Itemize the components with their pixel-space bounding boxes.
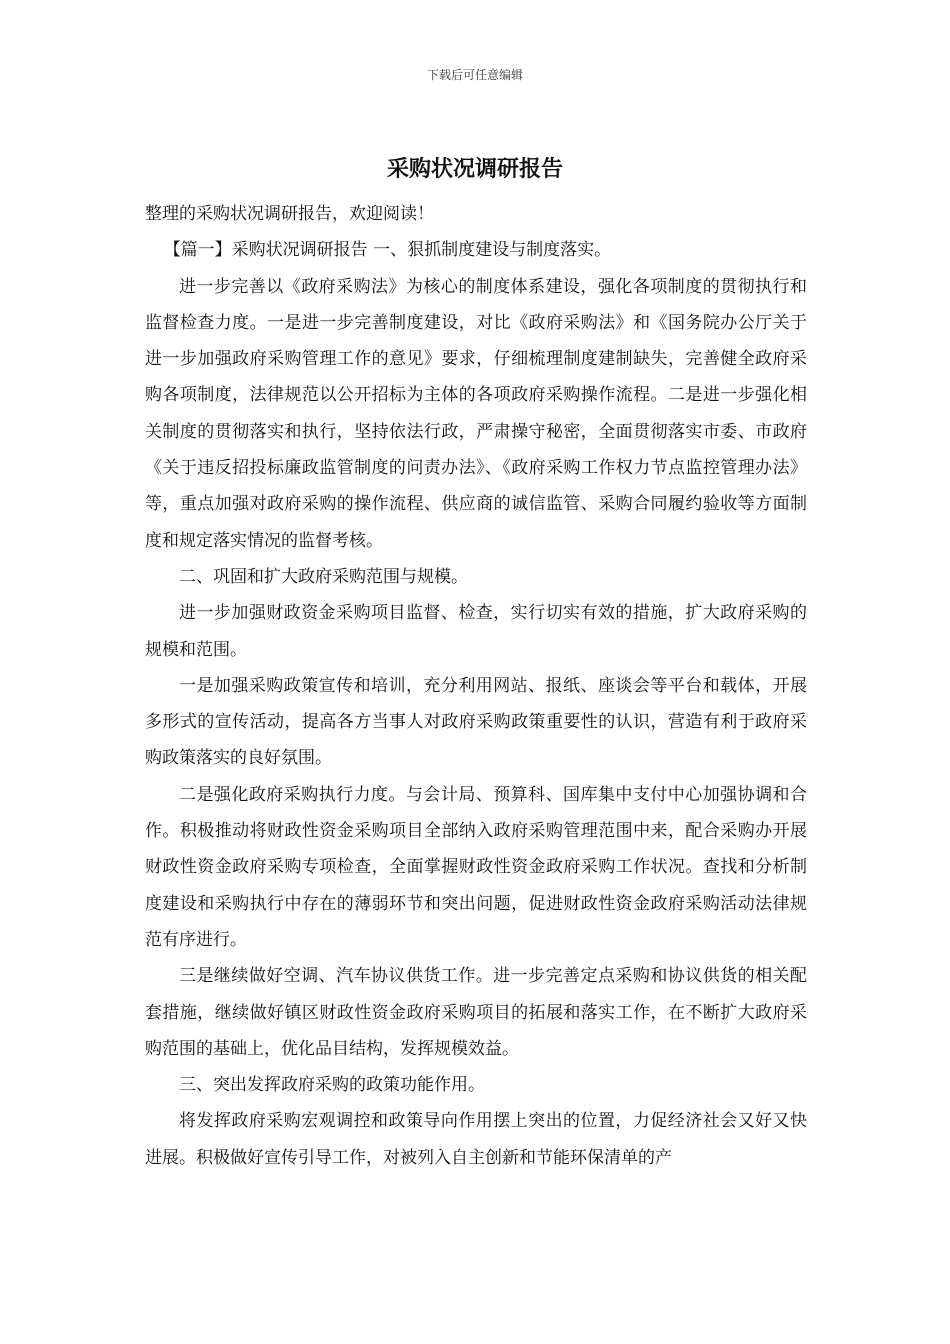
section-heading-3: 三、突出发挥政府采购的政策功能作用。 xyxy=(179,1075,485,1096)
paragraph: 进一步加强财政资金采购项目监督、检查，实行切实有效的措施，扩大政府采购的规模和范围。 xyxy=(145,603,807,660)
intro-paragraph: 整理的采购状况调研报告，欢迎阅读！ xyxy=(145,204,434,224)
paragraph: 将发挥政府采购宏观调控和政策导向作用摆上突出的位置，力促经济社会又好又快进展。积极做好宣传引导工作，对被列入自主创新和节能环保清单的产 xyxy=(145,1111,807,1168)
section-heading-2: 二、巩固和扩大政府采购范围与规模。 xyxy=(179,566,468,587)
paragraph: 三是继续做好空调、汽车协议供货工作。进一步完善定点采购和协议供货的相关配套措施，继续做好镇区财政性资金政府采购项目的拓展和落实工作，在不断扩大政府采购范围的基础上，优化品目结构，发挥规模效益。 xyxy=(145,966,807,1059)
paragraph: 二是强化政府采购执行力度。与会计局、预算科、国库集中支付中心加强协调和合作。积极推动将财政性资金采购项目全部纳入政府采购管理范围中来，配合采购办开展财政性资金政府采购专项检查，全面掌握财政性资金政府采购工作状况。查找和分析制度建设和采购执行中存在的薄弱环节和突出问题，促进财政性资金政府采购活动法律规范有序进行。 xyxy=(145,784,807,950)
paragraph: 一是加强采购政策宣传和培训，充分利用网站、报纸、座谈会等平台和载体，开展多形式的宣传活动，提高各方当事人对政府采购政策重要性的认识，营造有利于政府采购政策落实的良好氛围。 xyxy=(145,675,807,769)
header-note: 下载后可任意编辑 xyxy=(426,68,523,82)
paragraph: 进一步完善以《政府采购法》为核心的制度体系建设，强化各项制度的贯彻执行和监督检查力度。一是进一步完善制度建设，对比《政府采购法》和《国务院办公厅关于进一步加强政府采购管理工作的意见》要求，仔细梳理制度建制缺失，完善健全政府采购各项制度，法律规范以公开招标为主体的各项政府采购操作流程。二是进一步强化相关制度的贯彻落实和执行，坚持依法行政，严肃操守秘密，全面贯彻落实市委、市政府《关于违反招投标廉政监管制度的问责办法》、《政府采购工作权力节点监控管理办法》等，重点加强对政府采购的操作流程、供应商的诚信监管、采购合同履约验收等方面制度和规定落实情况的监督考核。 xyxy=(145,276,807,551)
document-body xyxy=(145,196,807,1176)
section-heading-1: 【篇一】采购状况调研报告 一、狠抓制度建设与制度落实。 xyxy=(163,240,612,261)
document-title: 采购状况调研报告 xyxy=(386,156,563,182)
